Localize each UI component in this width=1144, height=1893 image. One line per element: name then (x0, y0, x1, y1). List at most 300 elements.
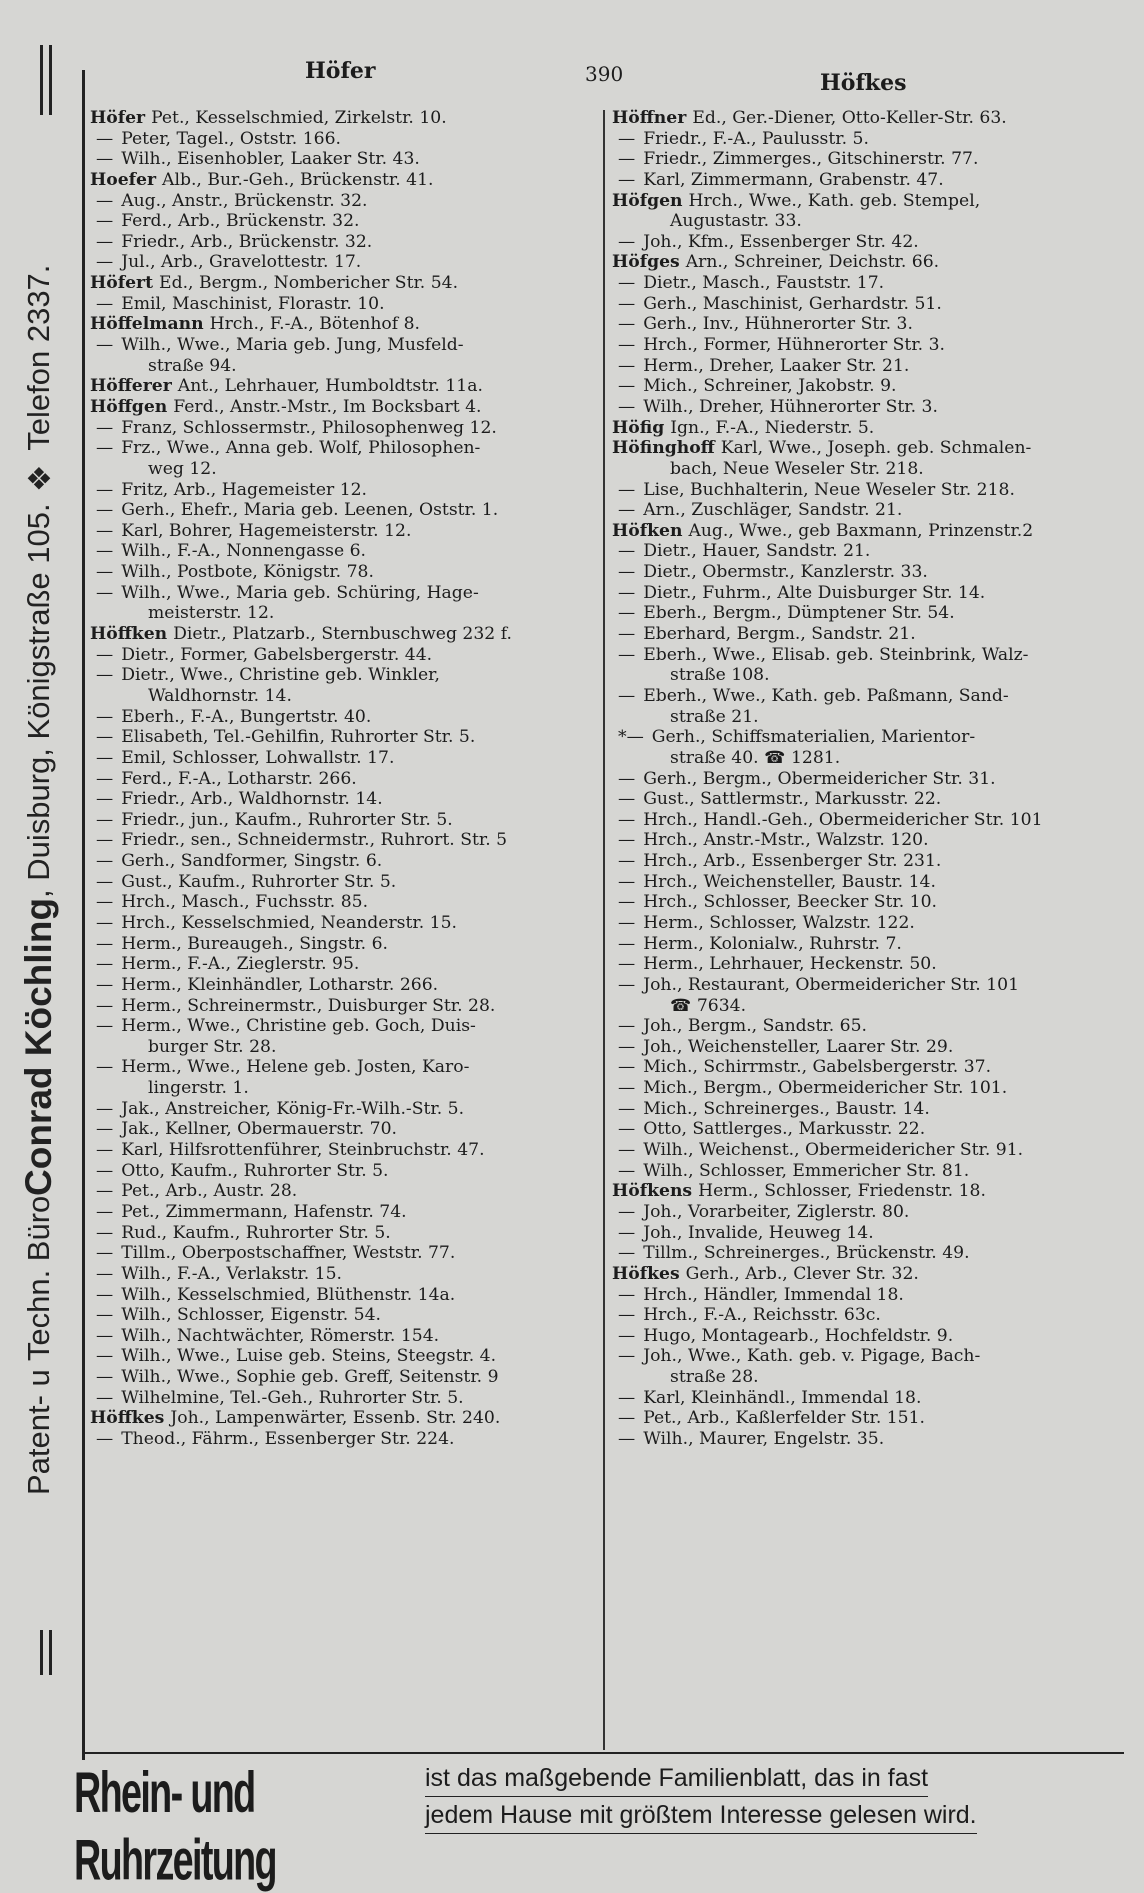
entry-text: Alb., Bur.-Geh., Brückenstr. 41. (162, 169, 434, 190)
directory-entry (612, 686, 1112, 707)
directory-entry (612, 1161, 1112, 1182)
entry-text: Wilh., Wwe., Maria geb. Schüring, Hage- (121, 582, 479, 603)
directory-entry (612, 603, 1112, 624)
entry-text: Joh., Weichensteller, Laarer Str. 29. (643, 1036, 954, 1057)
ditto-dash: — (618, 1408, 636, 1429)
entry-text: Friedr., Arb., Brückenstr. 32. (121, 231, 373, 252)
ditto-dash: — (96, 1098, 114, 1119)
ditto-dash: — (96, 789, 114, 810)
ditto-dash: — (618, 768, 636, 789)
entry-text: Gerh., Inv., Hühnerorter Str. 3. (643, 314, 913, 335)
entry-text: Wilh., Weichenst., Obermeidericher Str. 91. (643, 1140, 1024, 1161)
ditto-dash: — (96, 830, 114, 851)
ditto-dash: — (618, 582, 636, 603)
surname: Höffelmann (90, 314, 204, 335)
entry-text: Hrch., Schlosser, Beecker Str. 10. (643, 892, 937, 913)
entry-text: Wilh., Wwe., Luise geb. Steins, Steegstr. 4. (121, 1346, 497, 1367)
ditto-dash: — (618, 1387, 636, 1408)
directory-entry (612, 913, 1112, 934)
ad-company: Conrad Köchling (18, 898, 59, 1197)
left-column (90, 108, 590, 1450)
entry-text: Hrch., Handl.-Geh., Obermeidericher Str. 101 (643, 809, 1043, 830)
directory-entry (612, 1202, 1112, 1223)
ditto-dash: — (618, 293, 636, 314)
entry-text: Hrch., Arb., Essenberger Str. 231. (643, 851, 942, 872)
entry-text: Eberh., F.-A., Bungertstr. 40. (121, 706, 372, 727)
ditto-dash: — (96, 438, 114, 459)
entry-text: Karl, Bohrer, Hagemeisterstr. 12. (121, 520, 412, 541)
column-divider (603, 110, 605, 1750)
entry-text: Herm., Schlosser, Walzstr. 122. (643, 912, 915, 933)
ditto-dash: — (96, 1284, 114, 1305)
directory-entry (90, 211, 590, 232)
ditto-dash: — (618, 809, 636, 830)
ditto-dash: — (618, 149, 636, 170)
entry-text: Dietr., Platzarb., Sternbuschweg 232 f. (173, 624, 512, 645)
directory-entry (90, 397, 590, 418)
ditto-dash: — (96, 974, 114, 995)
directory-entry (90, 314, 590, 335)
ditto-dash: — (618, 685, 636, 706)
directory-entry (612, 191, 1112, 212)
directory-entry (90, 1305, 590, 1326)
ad-part: Patent- u Techn. Büro (21, 1196, 56, 1496)
entry-text: Joh., Lampenwärter, Essenb. Str. 240. (170, 1408, 501, 1429)
ditto-dash: — (96, 293, 114, 314)
ditto-dash: — (96, 541, 114, 562)
directory-entry (612, 1078, 1112, 1099)
ditto-dash: — (618, 1098, 636, 1119)
entry-text: Hrch., F.-A., Bötenhof 8. (209, 314, 420, 335)
directory-entry (90, 830, 590, 851)
ditto-dash: — (96, 1201, 114, 1222)
directory-entry (612, 851, 1112, 872)
ditto-dash: — (96, 1057, 114, 1078)
ditto-dash: — (618, 1016, 636, 1037)
directory-entry (612, 1326, 1112, 1347)
entry-text: Wilh., Wwe., Sophie geb. Greff, Seitenstr. 9 (121, 1367, 499, 1388)
entry-text: ☎ 7634. (670, 995, 747, 1016)
ditto-dash: — (618, 892, 636, 913)
directory-entry (612, 129, 1112, 150)
entry-text: Joh., Restaurant, Obermeidericher Str. 101 (643, 974, 1020, 995)
directory-entry (90, 252, 590, 273)
ditto-dash: — (96, 211, 114, 232)
directory-entry (90, 1223, 590, 1244)
directory-entry (90, 872, 590, 893)
ditto-dash: — (618, 603, 636, 624)
directory-entry (90, 645, 590, 666)
entry-text: straße 21. (670, 706, 759, 727)
directory-entry (612, 273, 1112, 294)
entry-continuation (90, 603, 590, 624)
directory-entry (90, 273, 590, 294)
directory-entry (612, 975, 1112, 996)
ditto-dash: — (96, 1325, 114, 1346)
margin-rule (82, 70, 85, 1760)
entry-text: Ferd., Arb., Brückenstr. 32. (121, 211, 360, 232)
entry-text: Karl, Wwe., Joseph. geb. Schmalen- (720, 438, 1032, 459)
entry-text: Dietr., Masch., Fauststr. 17. (643, 273, 885, 294)
entry-text: Lise, Buchhalterin, Neue Weseler Str. 218. (643, 479, 1015, 500)
surname: Höfken (612, 520, 683, 541)
entry-text: Ed., Ger.-Diener, Otto-Keller-Str. 63. (692, 108, 1007, 128)
directory-entry (612, 769, 1112, 790)
ditto-dash: — (618, 169, 636, 190)
ditto-dash: — (96, 520, 114, 541)
entry-text: Emil, Maschinist, Florastr. 10. (121, 293, 385, 314)
entry-text: Ferd., Anstr.-Mstr., Im Bocksbart 4. (173, 396, 482, 417)
ditto-dash: — (618, 1325, 636, 1346)
entry-text: Peter, Tagel., Oststr. 166. (121, 128, 341, 149)
entry-continuation (612, 665, 1112, 686)
directory-entry (90, 707, 590, 728)
entry-text: Wilhelmine, Tel.-Geh., Ruhrorter Str. 5. (121, 1387, 464, 1408)
entry-text: Arn., Schreiner, Deichstr. 66. (685, 252, 940, 273)
entry-text: Gust., Sattlermstr., Markusstr. 22. (643, 789, 942, 810)
surname: Höfert (90, 273, 154, 294)
ditto-dash: — (618, 1036, 636, 1057)
entry-text: Dietr., Wwe., Christine geb. Winkler, (121, 665, 440, 686)
ditto-dash: — (618, 830, 636, 851)
entry-continuation (612, 211, 1112, 232)
directory-entry (90, 438, 590, 459)
directory-entry (90, 789, 590, 810)
ad-part: , Duisburg, Königstraße 105. ❖ Telefon 2337. (21, 264, 56, 899)
entry-text: Ferd., F.-A., Lotharstr. 266. (121, 768, 357, 789)
entry-text: straße 108. (670, 665, 770, 686)
entry-text: Friedr., Arb., Waldhornstr. 14. (121, 789, 383, 810)
surname: Höfinghoff (612, 438, 715, 459)
entry-text: Ant., Lehrhauer, Humboldtstr. 11a. (177, 376, 483, 397)
directory-entry (90, 665, 590, 686)
entry-text: Friedr., sen., Schneidermstr., Ruhrort. Str. 5 (121, 830, 508, 851)
entry-text: Waldhornstr. 14. (148, 685, 292, 706)
header-right-word: Höfkes (820, 70, 907, 96)
entry-text: Pet., Arb., Kaßlerfelder Str. 151. (643, 1408, 926, 1429)
ditto-dash: — (96, 727, 114, 748)
directory-entry (612, 1243, 1112, 1264)
directory-entry (612, 500, 1112, 521)
directory-entry (90, 892, 590, 913)
entry-text: bach, Neue Weseler Str. 218. (670, 458, 924, 479)
ditto-dash: — (96, 1222, 114, 1243)
entry-text: Gerh., Ehefr., Maria geb. Leenen, Oststr. 1. (121, 500, 499, 521)
entry-text: Otto, Kaufm., Ruhrorter Str. 5. (121, 1160, 389, 1181)
directory-entry (612, 232, 1112, 253)
ditto-dash: — (618, 500, 636, 521)
entry-text: Joh., Bergm., Sandstr. 65. (643, 1016, 868, 1037)
ditto-dash: — (618, 789, 636, 810)
entry-text: Tillm., Oberpostschaffner, Weststr. 77. (121, 1243, 456, 1264)
right-column (612, 108, 1112, 1450)
directory-entry (90, 727, 590, 748)
directory-entry (90, 1408, 590, 1429)
entry-text: Friedr., Zimmerges., Gitschinerstr. 77. (643, 149, 979, 170)
ditto-dash: — (96, 809, 114, 830)
entry-continuation (90, 686, 590, 707)
ditto-dash: — (96, 892, 114, 913)
ditto-dash: — (96, 871, 114, 892)
entry-text: Aug., Anstr., Brückenstr. 32. (121, 190, 368, 211)
directory-entry (612, 1016, 1112, 1037)
ditto-dash: — (618, 273, 636, 294)
entry-text: Frz., Wwe., Anna geb. Wolf, Philosophen- (121, 438, 481, 459)
ditto-dash: — (96, 1140, 114, 1161)
ditto-dash: — (96, 252, 114, 273)
entry-text: Gerh., Schiffsmaterialien, Marientor- (651, 727, 976, 748)
directory-entry (612, 645, 1112, 666)
directory-entry (90, 232, 590, 253)
ditto-dash: — (618, 1140, 636, 1161)
entry-text: Joh., Invalide, Heuweg 14. (643, 1222, 874, 1243)
ditto-dash: — (96, 1305, 114, 1326)
ditto-dash: — (96, 644, 114, 665)
ditto-dash: — (96, 954, 114, 975)
entry-continuation (612, 996, 1112, 1017)
directory-entry (612, 376, 1112, 397)
ditto-dash: — (618, 1243, 636, 1264)
directory-entry (612, 1057, 1112, 1078)
directory-entry (612, 892, 1112, 913)
entry-continuation (90, 1037, 590, 1058)
directory-entry (90, 108, 590, 129)
directory-entry (612, 1119, 1112, 1140)
entry-text: weg 12. (148, 458, 217, 479)
ditto-dash: — (618, 231, 636, 252)
entry-text: Karl, Hilfsrottenführer, Steinbruchstr. 47. (121, 1140, 485, 1161)
ditto-dash: — (96, 706, 114, 727)
directory-entry (90, 1243, 590, 1264)
entry-text: burger Str. 28. (148, 1036, 277, 1057)
directory-entry (612, 314, 1112, 335)
entry-text: Otto, Sattlerges., Markusstr. 22. (643, 1119, 926, 1140)
double-rule (49, 45, 52, 115)
entry-text: Jak., Kellner, Obermauerstr. 70. (121, 1119, 397, 1140)
directory-entry (90, 1346, 590, 1367)
directory-entry (90, 1326, 590, 1347)
entry-text: Herm., Kleinhändler, Lotharstr. 266. (121, 974, 439, 995)
ditto-dash: — (618, 871, 636, 892)
entry-text: Joh., Kfm., Essenberger Str. 42. (643, 231, 919, 252)
entry-text: Joh., Vorarbeiter, Ziglerstr. 80. (643, 1201, 910, 1222)
entry-text: Friedr., F.-A., Paulusstr. 5. (643, 128, 869, 149)
directory-entry (612, 1285, 1112, 1306)
entry-text: Pet., Kesselschmied, Zirkelstr. 10. (151, 108, 447, 128)
entry-text: Herm., Wwe., Christine geb. Goch, Duis- (121, 1016, 476, 1037)
directory-entry (612, 1223, 1112, 1244)
entry-text: Herm., Kolonialw., Ruhrstr. 7. (643, 933, 902, 954)
directory-entry (90, 376, 590, 397)
directory-entry (90, 1119, 590, 1140)
ditto-dash: — (96, 665, 114, 686)
surname: Höfkens (612, 1181, 693, 1202)
entry-text: Jul., Arb., Gravelottestr. 17. (121, 252, 362, 273)
ditto-dash: — (618, 562, 636, 583)
entry-continuation (90, 1078, 590, 1099)
entry-text: Friedr., jun., Kaufm., Ruhrorter Str. 5. (121, 809, 453, 830)
ditto-dash: — (96, 417, 114, 438)
entry-text: Hrch., Anstr.-Mstr., Walzstr. 120. (643, 830, 929, 851)
ditto-dash: — (618, 128, 636, 149)
entry-text: Rud., Kaufm., Ruhrorter Str. 5. (121, 1222, 391, 1243)
directory-entry (90, 996, 590, 1017)
entry-text: meisterstr. 12. (148, 603, 275, 624)
directory-entry (612, 1037, 1112, 1058)
entry-text: Eberh., Wwe., Elisab. geb. Steinbrink, Walz- (643, 644, 1029, 665)
entry-text: Wilh., F.-A., Verlakstr. 15. (121, 1263, 343, 1284)
footer-ad-line: jedem Hause mit größtem Interesse gelesen wird. (425, 1797, 977, 1834)
ditto-dash: — (96, 582, 114, 603)
ditto-dash: *— (618, 727, 644, 748)
ditto-dash: — (96, 1387, 114, 1408)
entry-text: Mich., Schirrmstr., Gabelsbergerstr. 37. (643, 1057, 992, 1078)
directory-entry (612, 810, 1112, 831)
surname: Höfig (612, 417, 665, 438)
directory-entry (612, 108, 1112, 129)
ditto-dash: — (618, 912, 636, 933)
entry-text: Eberh., Bergm., Dümptener Str. 54. (643, 603, 955, 624)
entry-text: Wilh., Eisenhobler, Laaker Str. 43. (121, 149, 420, 170)
entry-text: Tillm., Schreinerges., Brückenstr. 49. (643, 1243, 970, 1264)
entry-text: Herm., Dreher, Laaker Str. 21. (643, 355, 910, 376)
directory-entry (612, 1408, 1112, 1429)
entry-text: Herm., Wwe., Helene geb. Josten, Karo- (121, 1057, 470, 1078)
newspaper-title: Rhein- und Ruhrzeitung (74, 1759, 276, 1892)
ditto-dash: — (96, 1181, 114, 1202)
entry-text: Gerh., Sandformer, Singstr. 6. (121, 851, 383, 872)
entry-text: Mich., Schreinerges., Baustr. 14. (643, 1098, 930, 1119)
footer-ad-text (425, 1760, 977, 1834)
ditto-dash: — (618, 1119, 636, 1140)
directory-entry (612, 954, 1112, 975)
directory-entry (90, 748, 590, 769)
directory-entry (90, 1161, 590, 1182)
ditto-dash: — (96, 1346, 114, 1367)
directory-entry (612, 1388, 1112, 1409)
surname: Hoefer (90, 169, 157, 190)
entry-text: Augustastr. 33. (670, 211, 802, 232)
directory-entry (612, 480, 1112, 501)
ditto-dash: — (96, 912, 114, 933)
directory-entry (612, 789, 1112, 810)
ditto-dash: — (96, 149, 114, 170)
directory-entry (90, 583, 590, 604)
ditto-dash: — (96, 479, 114, 500)
directory-entry (612, 252, 1112, 273)
entry-text: Herm., F.-A., Zieglerstr. 95. (121, 954, 360, 975)
entry-text: Joh., Wwe., Kath. geb. v. Pigage, Bach- (643, 1346, 981, 1367)
ditto-dash: — (618, 479, 636, 500)
entry-text: Gerh., Maschinist, Gerhardstr. 51. (643, 293, 942, 314)
directory-entry (90, 769, 590, 790)
entry-text: Eberh., Wwe., Kath. geb. Paßmann, Sand- (643, 685, 1009, 706)
entry-text: Hrch., Wwe., Kath. geb. Stempel, (688, 190, 981, 211)
directory-entry (90, 294, 590, 315)
directory-entry (612, 438, 1112, 459)
entry-text: Arn., Zuschläger, Sandstr. 21. (643, 500, 903, 521)
ditto-dash: — (96, 1263, 114, 1284)
directory-entry (612, 294, 1112, 315)
entry-text: Mich., Schreiner, Jakobstr. 9. (643, 376, 897, 397)
entry-text: Eberhard, Bergm., Sandstr. 21. (643, 624, 916, 645)
entry-text: Aug., Wwe., geb Baxmann, Prinzenstr.2 (688, 520, 1034, 541)
directory-entry (612, 356, 1112, 377)
ditto-dash: — (96, 851, 114, 872)
entry-text: Pet., Arb., Austr. 28. (121, 1181, 298, 1202)
ditto-dash: — (618, 1284, 636, 1305)
ditto-dash: — (96, 1119, 114, 1140)
directory-entry (90, 129, 590, 150)
footer-rule (84, 1752, 1124, 1754)
entry-text: Ed., Bergm., Nombericher Str. 54. (159, 273, 459, 294)
directory-entry (90, 191, 590, 212)
directory-entry (612, 335, 1112, 356)
page-number: 390 (585, 62, 624, 86)
ditto-dash: — (96, 768, 114, 789)
ditto-dash: — (96, 933, 114, 954)
entry-text: Hrch., Kesselschmied, Neanderstr. 15. (121, 912, 457, 933)
directory-entry (90, 975, 590, 996)
double-rule (40, 1630, 43, 1675)
ditto-dash: — (618, 1078, 636, 1099)
entry-text: Theod., Fährm., Essenberger Str. 224. (121, 1429, 455, 1449)
ditto-dash: — (96, 231, 114, 252)
entry-text: Hrch., F.-A., Reichsstr. 63c. (643, 1305, 881, 1326)
entry-text: Wilh., Postbote, Königstr. 78. (121, 562, 374, 583)
directory-entry (90, 1181, 590, 1202)
entry-text: Dietr., Obermstr., Kanzlerstr. 33. (643, 562, 928, 583)
surname: Höfer (90, 108, 146, 128)
ditto-dash: — (96, 128, 114, 149)
directory-entry (612, 1264, 1112, 1285)
directory-entry (90, 1016, 590, 1037)
directory-entry (612, 1099, 1112, 1120)
entry-text: straße 40. ☎ 1281. (670, 747, 841, 768)
entry-text: Pet., Zimmermann, Hafenstr. 74. (121, 1201, 407, 1222)
entry-text: Gust., Kaufm., Ruhrorter Str. 5. (121, 871, 397, 892)
directory-entry (90, 1099, 590, 1120)
entry-text: Gerh., Arb., Clever Str. 32. (685, 1263, 919, 1284)
entry-text: Emil, Schlosser, Lohwallstr. 17. (121, 747, 395, 768)
entry-text: Herm., Schlosser, Friedenstr. 18. (698, 1181, 986, 1202)
directory-entry (90, 851, 590, 872)
directory-entry (90, 1388, 590, 1409)
entry-continuation (612, 1367, 1112, 1388)
directory-entry (90, 913, 590, 934)
surname: Höfkes (612, 1263, 680, 1284)
double-rule (40, 45, 43, 115)
entry-continuation (90, 459, 590, 480)
entry-continuation (612, 459, 1112, 480)
directory-entry (612, 418, 1112, 439)
ditto-dash: — (618, 396, 636, 417)
ditto-dash: — (618, 1305, 636, 1326)
directory-entry (612, 872, 1112, 893)
entry-text: Wilh., F.-A., Nonnengasse 6. (121, 541, 367, 562)
entry-text: Dietr., Fuhrm., Alte Duisburger Str. 14. (643, 582, 986, 603)
entry-text: Karl, Kleinhändl., Immendal 18. (643, 1387, 922, 1408)
entry-text: Mich., Bergm., Obermeidericher Str. 101. (643, 1078, 1008, 1099)
directory-entry (612, 170, 1112, 191)
directory-entry (90, 1202, 590, 1223)
directory-entry (90, 954, 590, 975)
directory-entry (90, 541, 590, 562)
entry-text: Herm., Schreinermstr., Duisburger Str. 28. (121, 995, 496, 1016)
ditto-dash: — (618, 1057, 636, 1078)
directory-entry (90, 624, 590, 645)
entry-text: Elisabeth, Tel.-Gehilfin, Ruhrorter Str. 5. (121, 727, 476, 748)
